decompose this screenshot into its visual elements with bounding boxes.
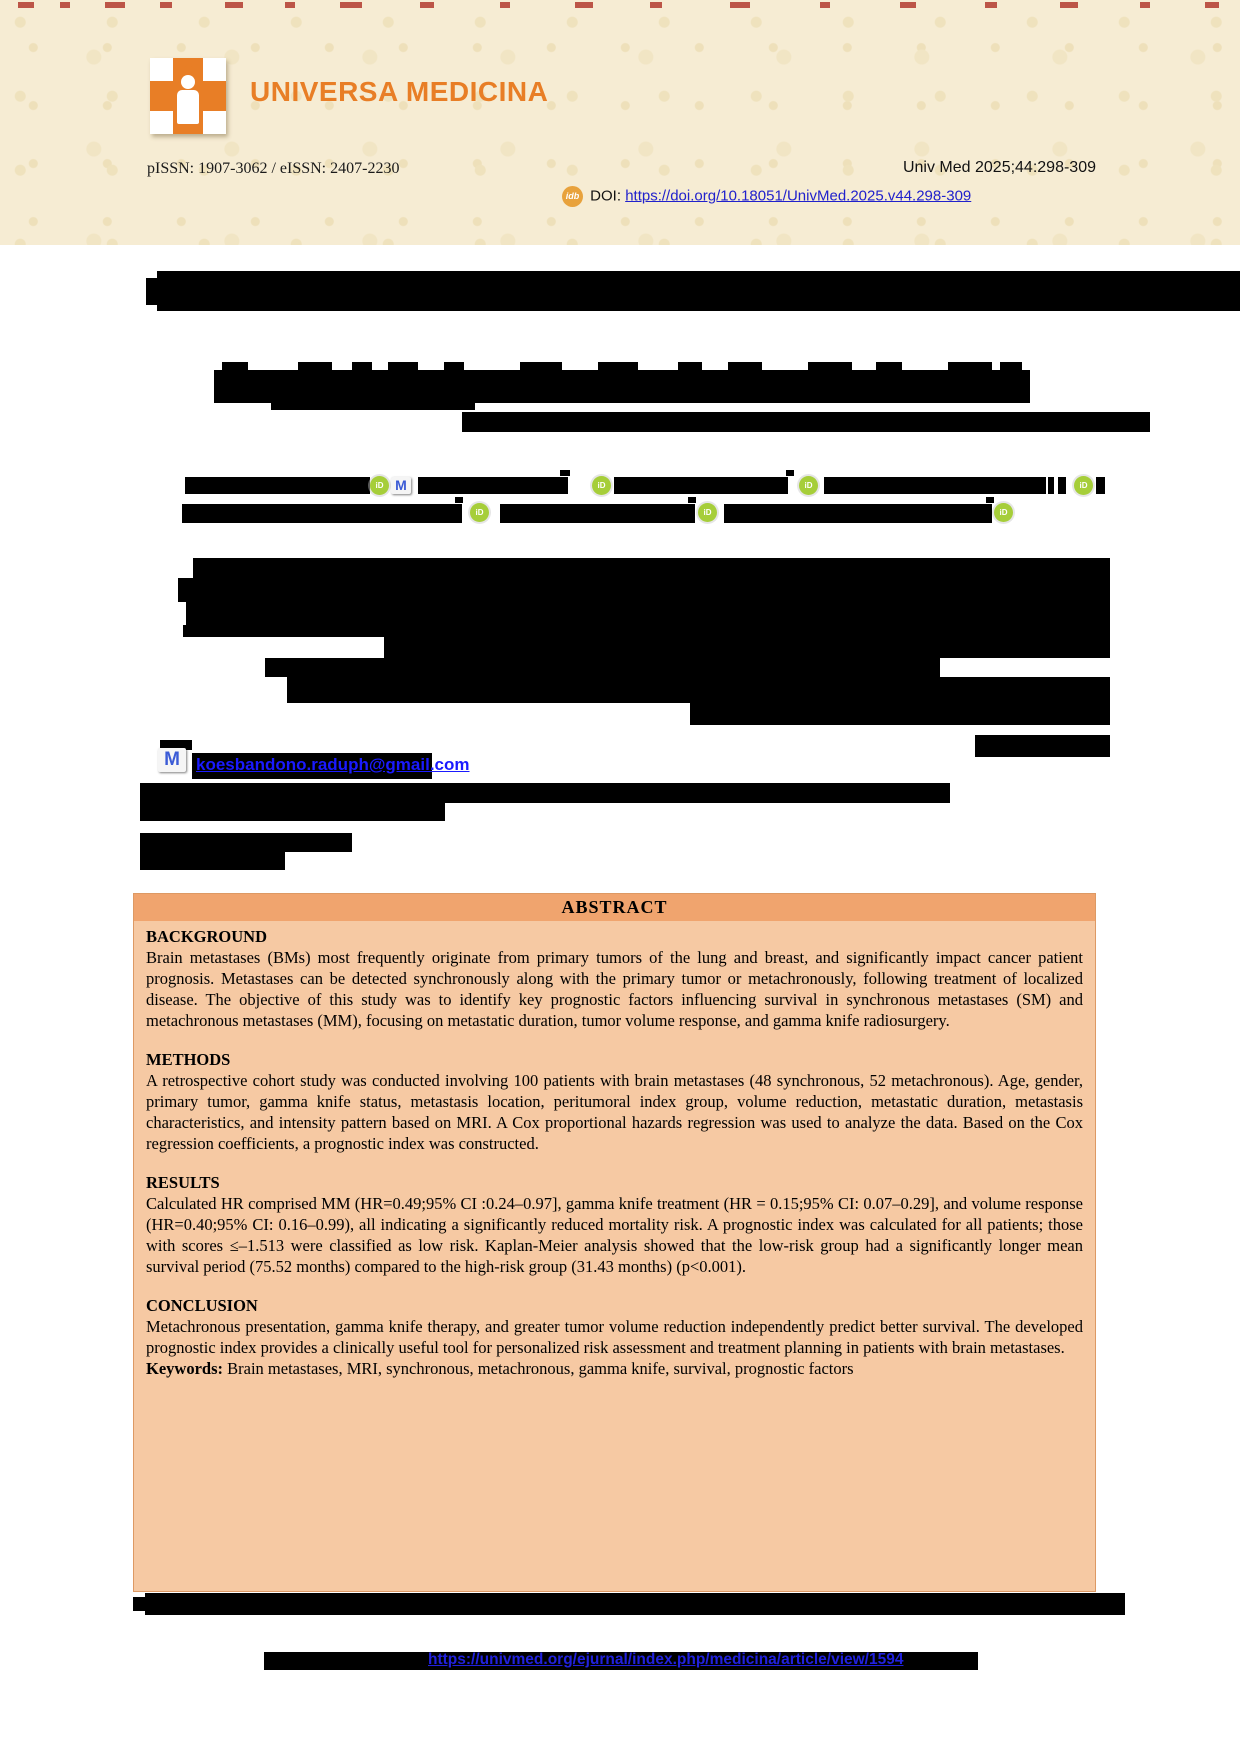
redacted-title-ascender — [444, 362, 464, 371]
redacted-author — [1058, 477, 1066, 494]
abstract-section-results — [146, 1172, 1083, 1277]
citation-line: Univ Med 2025;44:298-309 — [902, 159, 1096, 176]
redacted-title-ascender — [352, 362, 372, 371]
redacted-title-ascender — [728, 362, 762, 371]
redacted-affiliation — [186, 602, 1110, 625]
redacted-superscript — [986, 497, 994, 503]
redacted-text — [975, 735, 1110, 757]
redacted-author — [824, 477, 1046, 494]
abstract-section-methods — [146, 1049, 1083, 1154]
gmail-icon[interactable]: M — [391, 477, 411, 494]
redacted-author — [500, 504, 695, 523]
redacted-superscript — [560, 470, 570, 476]
redacted-superscript — [786, 470, 794, 476]
journal-logo — [150, 58, 226, 134]
scan-mark — [60, 2, 70, 8]
redacted-title-line-1 — [214, 370, 1030, 403]
redacted-affiliation — [178, 578, 1110, 602]
redacted-title-line-2 — [462, 412, 1150, 432]
section-text: Metachronous presentation, gamma knife therapy, and greater tumor volume reduction independently predict better survival. The developed prognostic index provides a clinically useful tool for personalized risk assessment and treatment planning in patients with brain metastases. — [146, 1317, 1083, 1357]
scan-mark — [730, 2, 750, 8]
redacted-footer-nub — [133, 1597, 145, 1611]
redacted-title-ascender — [222, 362, 248, 371]
scan-mark — [285, 2, 295, 8]
redacted-text — [140, 803, 445, 821]
scan-mark — [1140, 2, 1150, 8]
scan-mark — [160, 2, 172, 8]
orcid-icon[interactable]: iD — [994, 503, 1013, 522]
doi-link[interactable]: https://doi.org/10.18051/UnivMed.2025.v44.298-309 — [625, 187, 972, 205]
redacted-title-ascender — [520, 362, 562, 371]
doi-row — [562, 186, 971, 210]
abstract-box — [133, 893, 1096, 1592]
keywords-label: Keywords: — [146, 1359, 223, 1378]
journal-title: UNIVERSA MEDICINA — [250, 76, 549, 107]
redacted-affiliation — [265, 658, 940, 677]
abstract-keywords — [146, 1358, 1083, 1379]
scan-mark — [18, 2, 34, 8]
doi-label: DOI: — [590, 187, 622, 205]
email-link[interactable]: koesbandono.raduph@gmail.com — [196, 755, 470, 774]
orcid-icon[interactable]: iD — [698, 503, 717, 522]
doi-badge-icon: idb — [562, 186, 583, 207]
section-text: A retrospective cohort study was conducted involving 100 patients with brain metastases (48 synchronous, 52 metachronous). Age, gender, primary tumor, gamma knife status, metastasis location, peritumoral index group, volume reduction, metastatic duration, metastasis characteristics, and intensity pattern based on MRI. A Cox proportional hazards regression was used to analyze the data. Based on the Cox regression coefficients, a prognostic index was constructed. — [146, 1071, 1083, 1153]
scan-mark — [900, 2, 916, 8]
scan-mark — [575, 2, 593, 8]
gmail-icon[interactable]: M — [158, 748, 186, 772]
redacted-title-descender — [271, 403, 475, 410]
redacted-author — [724, 504, 992, 523]
redacted-title-ascender — [876, 362, 902, 371]
redacted-superscript — [455, 497, 463, 503]
article-url-link[interactable]: https://univmed.org/ejurnal/index.php/medicina/article/view/1594 — [428, 1651, 904, 1668]
scan-mark — [500, 2, 510, 8]
abstract-section-conclusion — [146, 1295, 1083, 1358]
orcid-icon[interactable]: iD — [1074, 476, 1093, 495]
redacted-author — [182, 504, 462, 523]
scan-mark — [650, 2, 662, 8]
abstract-title: ABSTRACT — [134, 894, 1095, 921]
redacted-title-ascender — [948, 362, 992, 371]
keywords-text: Brain metastases, MRI, synchronous, metachronous, gamma knife, survival, prognostic factors — [223, 1359, 854, 1378]
redacted-affiliation — [287, 677, 1110, 703]
issn-line: pISSN: 1907-3062 / eISSN: 2407-2230 — [147, 160, 400, 177]
redacted-author — [614, 477, 788, 494]
redacted-text — [140, 783, 950, 803]
abstract-body — [134, 921, 1095, 1379]
scan-mark — [340, 2, 362, 8]
logo-person-body — [177, 90, 199, 124]
scan-mark — [225, 2, 243, 8]
scan-mark — [105, 2, 125, 8]
redacted-affiliation — [193, 558, 1110, 578]
section-heading: METHODS — [146, 1050, 231, 1069]
logo-person-head — [181, 75, 195, 89]
redacted-footer-bar — [145, 1593, 1125, 1615]
redacted-author — [1048, 477, 1054, 494]
redacted-superscript — [688, 497, 696, 503]
orcid-icon[interactable]: iD — [470, 503, 489, 522]
scan-mark — [1060, 2, 1078, 8]
redacted-title-ascender — [388, 362, 418, 371]
scan-mark — [985, 2, 997, 8]
orcid-icon[interactable]: iD — [799, 476, 818, 495]
section-text: Brain metastases (BMs) most frequently originate from primary tumors of the lung and breast, and significantly impact cancer patient prognosis. Metastases can be detected synchronously along with the primary tumor or metachronously, following treatment of localized disease. The objective of this study was to identify key prognostic factors influencing survival in synchronous metastases (SM) and metachronous metastases (MM), focusing on metastatic duration, tumor volume response, and gamma knife radiosurgery. — [146, 948, 1083, 1030]
section-heading: RESULTS — [146, 1173, 220, 1192]
section-heading: CONCLUSION — [146, 1296, 258, 1315]
redacted-author — [1096, 477, 1105, 494]
scan-mark — [820, 2, 830, 8]
redacted-title-ascender — [1000, 362, 1022, 371]
redacted-banner — [157, 271, 1240, 311]
scan-mark — [420, 2, 434, 8]
orcid-icon[interactable]: iD — [370, 476, 389, 495]
redacted-affiliation — [183, 625, 1110, 637]
redacted-title-ascender — [808, 362, 852, 371]
redacted-title-ascender — [678, 362, 702, 371]
redacted-text — [140, 833, 352, 852]
journal-masthead — [0, 0, 1240, 245]
redacted-affiliation — [384, 637, 1110, 658]
redacted-author — [185, 477, 370, 494]
scan-mark — [1205, 2, 1219, 8]
redacted-title-ascender — [598, 362, 638, 371]
logo-apple — [184, 65, 193, 74]
redacted-affiliation — [690, 703, 1110, 725]
redacted-author — [418, 477, 568, 494]
section-heading: BACKGROUND — [146, 927, 268, 946]
abstract-section-background — [146, 926, 1083, 1031]
orcid-icon[interactable]: iD — [592, 476, 611, 495]
section-text: Calculated HR comprised MM (HR=0.49;95% CI :0.24–0.97], gamma knife treatment (HR = 0.15;95% CI: 0.07–0.29], and volume response (HR=0.40;95% CI: 0.16–0.99), all indicating a significantly reduced mortality risk. A prognostic index was calculated for all patients; those with scores ≤–1.513 were classified as low risk. Kaplan-Meier analysis showed that the low-risk group had a significantly longer mean survival period (75.52 months) compared to the high-risk group (31.43 months) (p<0.001). — [146, 1194, 1083, 1276]
redacted-text — [140, 852, 285, 870]
redacted-title-ascender — [298, 362, 332, 371]
